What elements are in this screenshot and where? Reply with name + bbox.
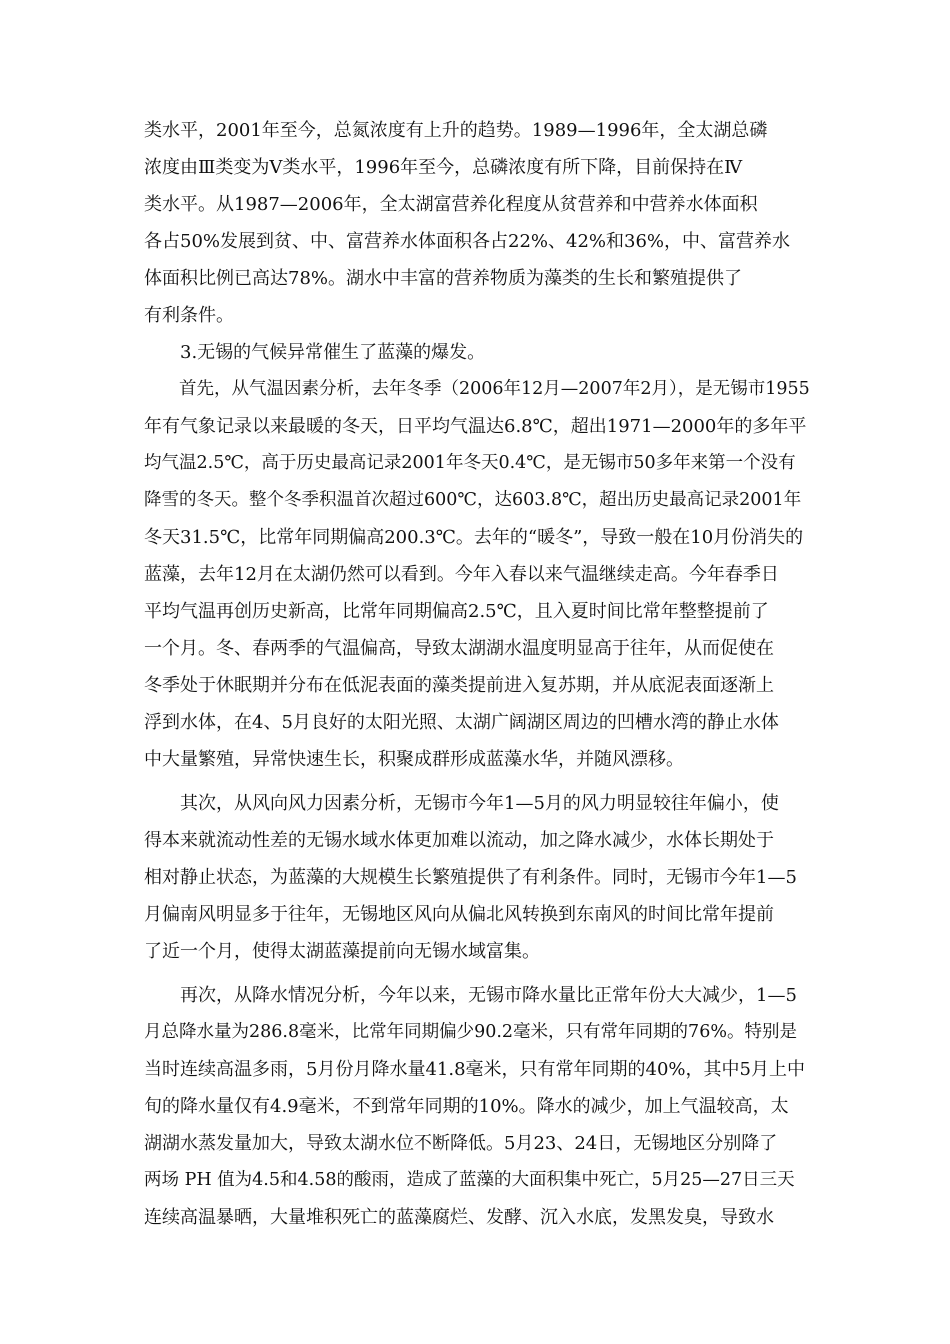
text-line: 一个月。冬、春两季的气温偏高，导致太湖湖水温度明显高于往年，从而促使在 bbox=[144, 638, 774, 659]
text-line: 了近一个月，使得太湖蓝藻提前向无锡水域富集。 bbox=[144, 941, 540, 962]
text-line: 浓度由Ⅲ类变为Ⅴ类水平，1996年至今，总磷浓度有所下降，目前保持在Ⅳ bbox=[144, 157, 743, 178]
text-line: 平均气温再创历史新高，比常年同期偏高2.5℃，且入夏时间比常年整整提前了 bbox=[144, 601, 769, 622]
text-line: 类水平。从1987—2006年，全太湖富营养化程度从贫营养和中营养水体面积 bbox=[144, 194, 758, 215]
text-line: 得本来就流动性差的无锡水域水体更加难以流动，加之降水减少，水体长期处于 bbox=[144, 830, 774, 851]
text-line: 其次，从风向风力因素分析，无锡市今年1—5月的风力明显较往年偏小，使 bbox=[180, 793, 779, 814]
text-line: 冬季处于休眠期并分布在低泥表面的藻类提前进入复苏期，并从底泥表面逐渐上 bbox=[144, 675, 774, 696]
text-line: 年有气象记录以来最暖的冬天，日平均气温达6.8℃，超出1971—2000年的多年平 bbox=[144, 416, 807, 437]
text-line: 两场 PH 值为4.5和4.58的酸雨，造成了蓝藻的大面积集中死亡，5月25—27日三天 bbox=[144, 1170, 795, 1190]
text-line: 均气温2.5℃，高于历史最高记录2001年冬天0.4℃，是无锡市50多年来第一个没有 bbox=[144, 453, 796, 473]
text-line: 蓝藻，去年12月在太湖仍然可以看到。今年入春以来气温继续走高。今年春季日 bbox=[144, 564, 779, 585]
text-line: 相对静止状态，为蓝藻的大规模生长繁殖提供了有利条件。同时，无锡市今年1—5 bbox=[144, 867, 797, 888]
text-line: 湖湖水蒸发量加大，导致太湖水位不断降低。5月23、24日，无锡地区分别降了 bbox=[144, 1133, 778, 1154]
text-line: 再次，从降水情况分析，今年以来，无锡市降水量比正常年份大大减少，1—5 bbox=[180, 985, 797, 1006]
section-heading: 3.无锡的气候异常催生了蓝藻的爆发。 bbox=[180, 342, 486, 363]
document-body bbox=[144, 112, 812, 1236]
text-line: 旬的降水量仅有4.9毫米，不到常年同期的10%。降水的减少，加上气温较高，太 bbox=[144, 1096, 789, 1117]
text-line: 降雪的冬天。整个冬季积温首次超过600℃，达603.8℃，超出历史最高记录2001年 bbox=[144, 490, 802, 510]
text-line: 首先，从气温因素分析，去年冬季（2006年12月—2007年2月），是无锡市1955 bbox=[179, 379, 810, 399]
text-line: 有利条件。 bbox=[144, 305, 234, 326]
text-line: 类水平，2001年至今，总氮浓度有上升的趋势。1989—1996年，全太湖总磷 bbox=[144, 120, 768, 141]
text-line: 月偏南风明显多于往年，无锡地区风向从偏北风转换到东南风的时间比常年提前 bbox=[144, 904, 774, 925]
text-line: 冬天31.5℃，比常年同期偏高200.3℃。去年的“暖冬”，导致一般在10月份消失的 bbox=[144, 527, 804, 548]
text-line: 中大量繁殖，异常快速生长，积聚成群形成蓝藻水华，并随风漂移。 bbox=[144, 749, 684, 770]
text-line: 连续高温暴晒，大量堆积死亡的蓝藻腐烂、发酵、沉入水底，发黑发臭，导致水 bbox=[144, 1207, 774, 1228]
text-line: 当时连续高温多雨，5月份月降水量41.8毫米，只有常年同期的40%，其中5月上中 bbox=[144, 1059, 805, 1080]
text-line: 各占50%发展到贫、中、富营养水体面积各占22%、42%和36%，中、富营养水 bbox=[144, 231, 791, 252]
text-line: 体面积比例已高达78%。湖水中丰富的营养物质为藻类的生长和繁殖提供了 bbox=[144, 268, 743, 289]
text-line: 浮到水体，在4、5月良好的太阳光照、太湖广阔湖区周边的凹槽水湾的静止水体 bbox=[144, 712, 779, 733]
text-line: 月总降水量为286.8毫米，比常年同期偏少90.2毫米，只有常年同期的76%。特别是 bbox=[144, 1022, 797, 1042]
